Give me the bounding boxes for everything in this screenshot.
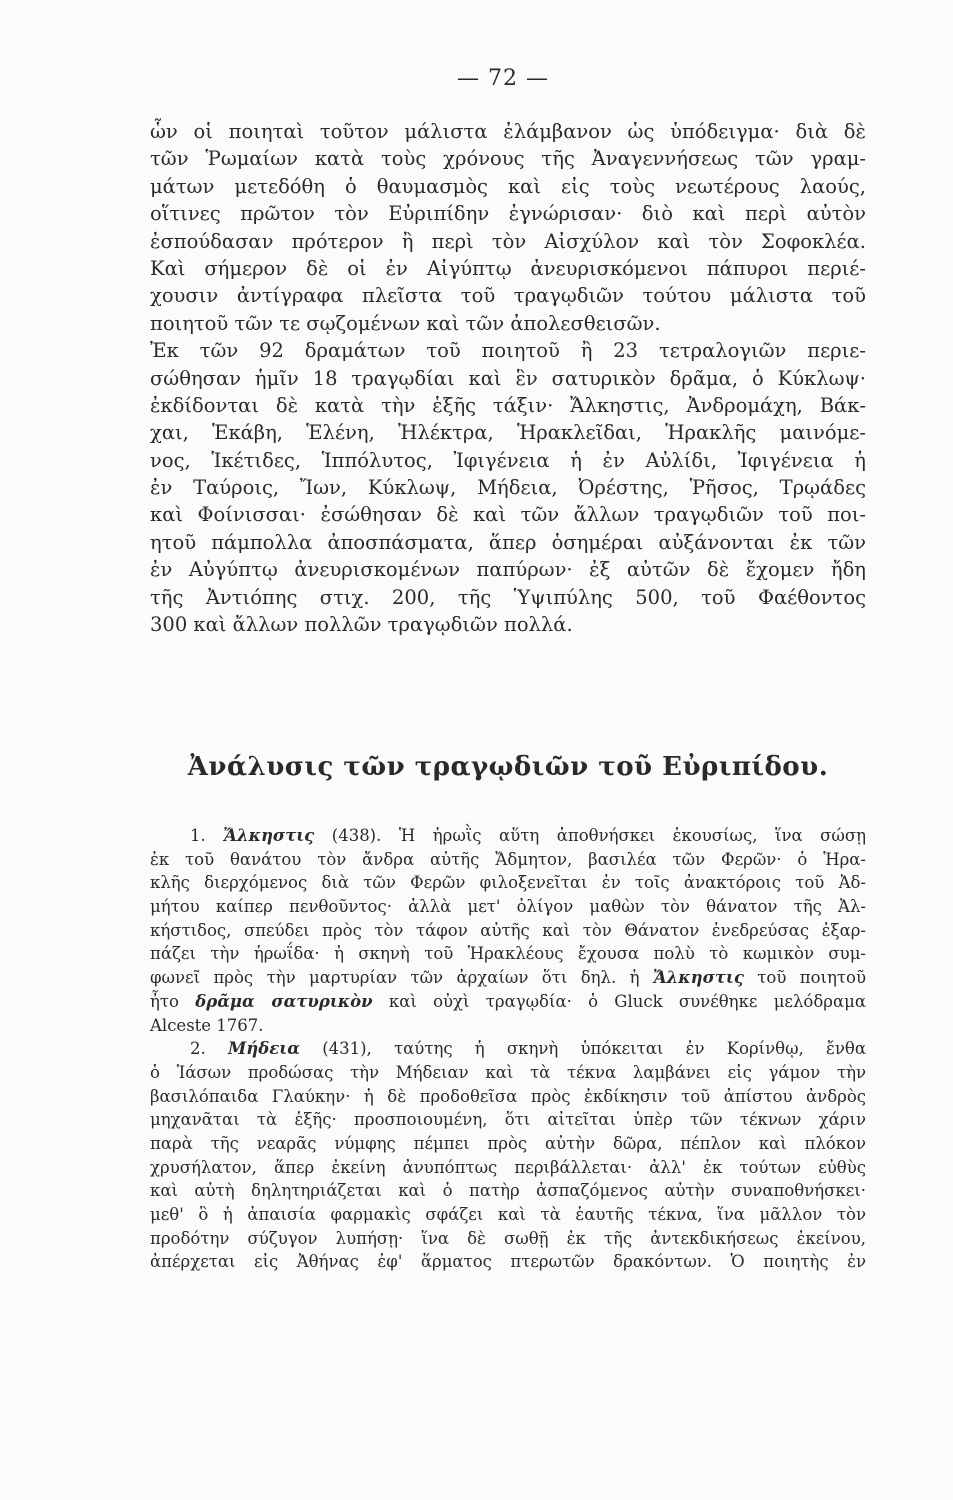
text-line: Καὶ σήμερον δὲ οἱ ἐν Αἰγύπτῳ ἀνευρισκόμενοι πάπυροι περιέ- xyxy=(150,256,866,280)
note-line: χρυσήλατον, ἅπερ ἐκείνη ἀνυπόπτως περιβάλλεται· ἀλλ' ἐκ τούτων εὐθὺς xyxy=(150,1157,866,1177)
note-inline-title: Ἄλκηστις xyxy=(652,968,744,988)
note-line: παρὰ τῆς νεαρᾶς νύμφης πέμπει πρὸς αὐτὴν δῶρα, πέπλον καὶ πλόκον xyxy=(150,1133,866,1153)
text-line: ὧν οἱ ποιηταὶ τοῦτον μάλιστα ἐλάμβανον ὡς ὑπόδειγμα· διὰ δὲ xyxy=(150,120,866,143)
note-title: Ἄλκηστις xyxy=(223,826,315,845)
note-line: καὶ αὐτὴ δηλητηριάζεται καὶ ὁ πατὴρ ἀσπαζόμενος αὐτὴν συναποθνήσκει· xyxy=(150,1181,866,1201)
note-text: τοῦ ποιητοῦ xyxy=(743,968,866,988)
text-line: σώθησαν ἡμῖν 18 τραγῳδίαι καὶ ἓν σατυρικὸν δρᾶμα, ὁ Κύκλωψ· xyxy=(150,366,866,390)
text-line: ἐκδίδονται δὲ κατὰ τὴν ἑξῆς τάξιν· Ἄλκηστις, Ἀνδρομάχη, Βάκ- xyxy=(150,393,866,417)
note-line: κλῆς διερχόμενος διὰ τῶν Φερῶν φιλοξενεῖται ἐν τοῖς ἀνακτόροις τοῦ Ἀδ- xyxy=(150,873,866,893)
text-line: ἐν Ταύροις, Ἴων, Κύκλωψ, Μήδεια, Ὀρέστης, Ῥῆσος, Τρῳάδες xyxy=(150,476,866,500)
text-line: 300 καὶ ἄλλων πολλῶν τραγῳδιῶν πολλά. xyxy=(150,613,573,637)
note-line: μηχανᾶται τὰ ἑξῆς· προσποιουμένη, ὅτι αἰτεῖται ὑπὲρ τῶν τέκνων χάριν xyxy=(150,1110,866,1130)
note-line: ἐκ τοῦ θανάτου τὸν ἄνδρα αὐτῆς Ἄδμητον, βασιλέα τῶν Φερῶν· ὁ Ἡρα- xyxy=(150,849,866,869)
text-line: τῆς Ἀντιόπης στιχ. 200, τῆς Ὑψιπύλης 500, τοῦ Φαέθοντος xyxy=(150,585,866,609)
text-line: χαι, Ἑκάβη, Ἑλένη, Ἠλέκτρα, Ἡρακλεῖδαι, Ἡρακλῆς μαινόμε- xyxy=(150,421,866,445)
text-line: ητοῦ πάμπολλα ἀποσπάσματα, ἅπερ ὁσημέραι αὐξάνονται ἐκ τῶν xyxy=(150,530,866,554)
note-line: ὁ Ἰάσων προδώσας τὴν Μήδειαν καὶ τὰ τέκνα λαμβάνει εἰς γάμον τὴν xyxy=(150,1062,866,1082)
note-line: βασιλόπαιδα Γλαύκην· ἡ δὲ προδοθεῖσα πρὸς ἐκδίκησιν τοῦ ἀπίστου ἀνδρὸς xyxy=(150,1086,866,1106)
note-text: ἦτο xyxy=(150,991,196,1011)
text-line: καὶ Φοίνισσαι· ἐσώθησαν δὲ καὶ τῶν ἄλλων τραγῳδιῶν τοῦ ποι- xyxy=(150,503,866,527)
note-line xyxy=(150,966,866,990)
notes-block xyxy=(150,824,866,1274)
main-text-block xyxy=(150,118,866,638)
note-line xyxy=(150,990,866,1014)
note-line: πάζει τὴν ἡρωΐδα· ἡ σκηνὴ τοῦ Ἡρακλέους ἔχουσα πολὺ τὸ κωμικὸν συμ- xyxy=(150,944,866,964)
text-line: νος, Ἱκέτιδες, Ἱππόλυτος, Ἰφιγένεια ἡ ἐν Αὐλίδι, Ἰφιγένεια ἡ xyxy=(150,448,866,472)
page-number: — 72 — xyxy=(457,66,549,91)
text-line: Ἐκ τῶν 92 δραμάτων τοῦ ποιητοῦ ἢ 23 τετραλογιῶν περιε- xyxy=(150,339,866,363)
note-number: 2. xyxy=(190,1039,206,1059)
note-title: Μήδεια xyxy=(227,1039,300,1059)
note-line: ἀπέρχεται εἰς Ἀθήνας ἐφ' ἅρματος πτερωτῶν δρακόντων. Ὁ ποιητὴς ἐν xyxy=(150,1252,866,1272)
text-line: μάτων μετεδόθη ὁ θαυμασμὸς καὶ εἰς τοὺς νεωτέρους λαούς, xyxy=(150,174,866,198)
note-line: μήτου καίπερ πενθοῦντος· ἀλλὰ μετ' ὀλίγον μαθὼν τὸν θάνατον τῆς Ἀλ- xyxy=(150,897,866,917)
text-line: ἐν Αὐγύπτῳ ἀνευρισκομένων παπύρων· ἐξ αὐτῶν δὲ ἔχομεν ἤδη xyxy=(150,558,866,582)
note-line: Alceste 1767. xyxy=(150,1015,264,1035)
text-line: χουσιν ἀντίγραφα πλεῖστα τοῦ τραγῳδιῶν τούτου μάλιστα τοῦ xyxy=(150,284,866,308)
note-line xyxy=(150,824,866,848)
text-line: ἐσπούδασαν πρότερον ἢ περὶ τὸν Αἰσχύλον καὶ τὸν Σοφοκλέα. xyxy=(150,229,866,253)
note-text: καὶ οὐχὶ τραγῳδία· ὁ Gluck συνέθηκε μελόδραμα xyxy=(372,991,866,1011)
note-inline-phrase: δρᾶμα σατυρικὸν xyxy=(195,991,373,1011)
text-line: οἵτινες πρῶτον τὸν Εὐριπίδην ἐγνώρισαν· διὸ καὶ περὶ αὐτὸν xyxy=(150,202,866,226)
note-text: (431), ταύτης ἡ σκηνὴ ὑπόκειται ἐν Κορίνθῳ, ἔνθα xyxy=(299,1039,866,1059)
note-number: 1. xyxy=(190,826,206,845)
note-line: κήστιδος, σπεύδει πρὸς τὸν τάφον αὐτῆς καὶ τὸν Θάνατον ἐνεδρεύσας ἐξαρ- xyxy=(150,920,866,940)
note-text: φωνεῖ πρὸς τὴν μαρτυρίαν τῶν ἀρχαίων ὅτι δηλ. ἡ xyxy=(150,968,653,988)
note-line: μεθ' ὃ ἡ ἀπαισία φαρμακὶς σφάζει καὶ τὰ ἑαυτῆς τέκνα, ἵνα μᾶλλον τὸν xyxy=(150,1205,866,1224)
section-heading: Ἀνάλυσις τῶν τραγῳδιῶν τοῦ Εὐριπίδου. xyxy=(187,752,829,782)
note-text: (438). Ἡ ἡρωῒς αὕτη ἀποθνήσκει ἑκουσίως, ἵνα σώσῃ xyxy=(314,826,866,845)
text-line: ποιητοῦ τῶν τε σῳζομένων καὶ τῶν ἀπολεσθεισῶν. xyxy=(150,311,661,335)
text-line: τῶν Ῥωμαίων κατὰ τοὺς χρόνους τῆς Ἀναγεννήσεως τῶν γραμ- xyxy=(150,147,866,171)
note-line: προδότην σύζυγον λυπήσῃ· ἵνα δὲ σωθῇ ἐκ τῆς ἀντεκδικήσεως ἐκείνου, xyxy=(150,1228,866,1248)
note-line xyxy=(150,1037,866,1061)
